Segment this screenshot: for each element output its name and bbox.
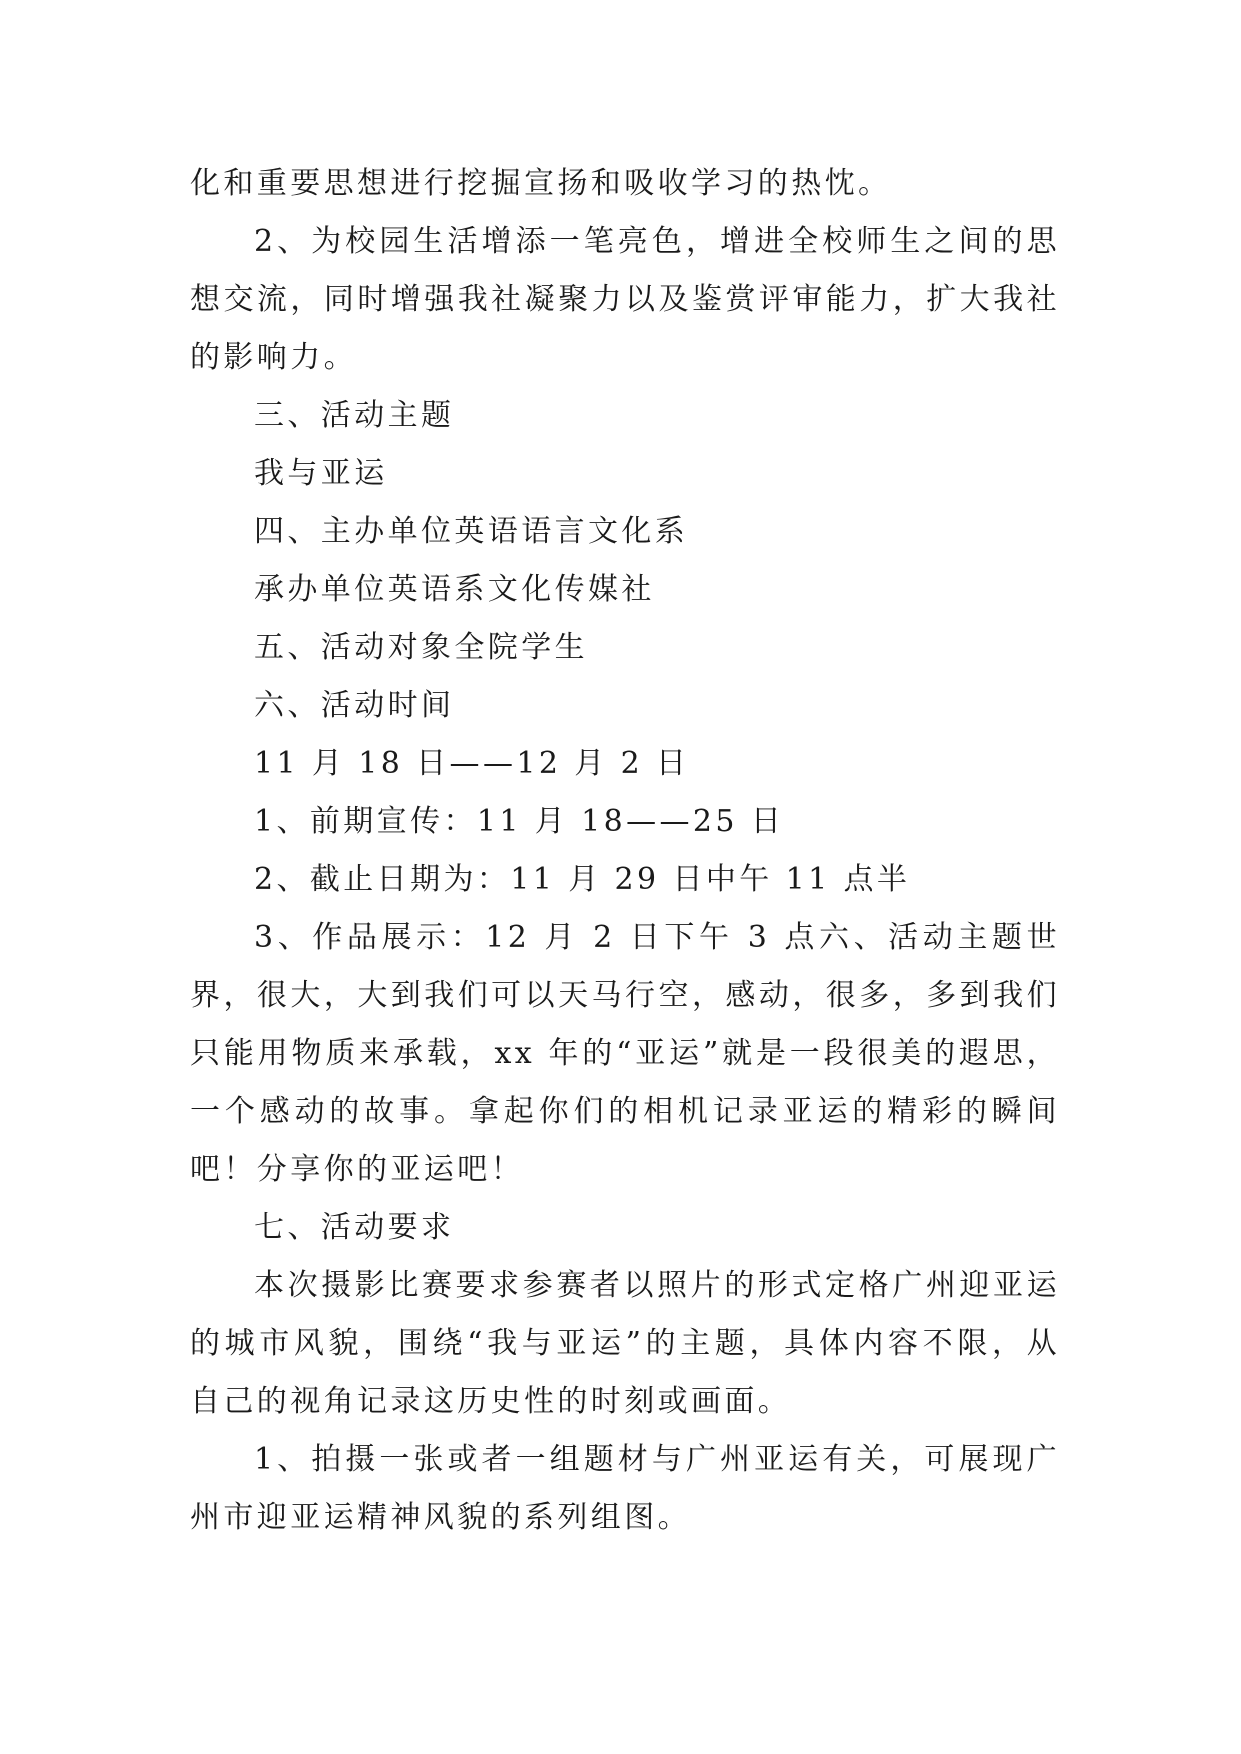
paragraph: 我与亚运 [254, 456, 388, 491]
paragraph: 11 月 18 日——12 月 2 日 [254, 746, 690, 781]
section-heading: 六、活动时间 [254, 688, 455, 723]
document-body [190, 155, 1060, 1547]
paragraph: 化和重要思想进行挖掘宣扬和吸收学习的热忱。 [190, 166, 892, 201]
paragraph: 2、为校园生活增添一笔亮色，增进全校师生之间的思想交流，同时增强我社凝聚力以及鉴赏评审能力，扩大我社的影响力。 [190, 224, 1060, 375]
section-heading: 三、活动主题 [254, 398, 455, 433]
paragraph: 承办单位英语系文化传媒社 [254, 572, 655, 607]
section-heading: 五、活动对象全院学生 [254, 630, 588, 665]
section-heading: 四、主办单位英语语言文化系 [254, 514, 689, 549]
list-item: 1、前期宣传：11 月 18——25 日 [254, 804, 785, 839]
list-item: 3、作品展示：12 月 2 日下午 3 点六、活动主题世界，很大，大到我们可以天马行空，感动，很多，多到我们只能用物质来承载，xx 年的“亚运”就是一段很美的遐思，一个感动的故事。拿起你们的相机记录亚运的精彩的瞬间吧！分享你的亚运吧！ [190, 920, 1060, 1187]
list-item: 1、拍摄一张或者一组题材与广州亚运有关，可展现广州市迎亚运精神风貌的系列组图。 [190, 1442, 1060, 1535]
list-item: 2、截止日期为：11 月 29 日中午 11 点半 [254, 862, 911, 897]
section-heading: 七、活动要求 [254, 1210, 455, 1245]
paragraph: 本次摄影比赛要求参赛者以照片的形式定格广州迎亚运的城市风貌，围绕“我与亚运”的主题，具体内容不限，从自己的视角记录这历史性的时刻或画面。 [190, 1268, 1060, 1419]
